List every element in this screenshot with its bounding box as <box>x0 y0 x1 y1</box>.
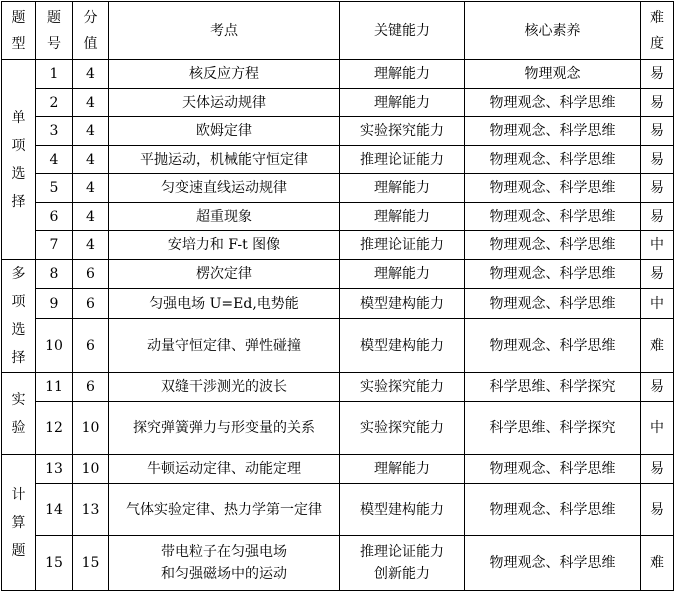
difficulty-cell: 易 <box>641 260 674 289</box>
question-type-char: 选 <box>11 165 26 182</box>
table-row <box>2 455 674 484</box>
question-type-cell <box>2 260 36 373</box>
core-literacy: 物理观念、科学思维 <box>465 146 641 174</box>
question-number: 2 <box>36 89 73 117</box>
key-ability-line: 推理论证能力 <box>360 544 444 560</box>
knowledge-point-line: 安培力和 F-t 图像 <box>167 237 281 253</box>
core-literacy: 科学思维、科学探究 <box>465 402 641 455</box>
score-cell: 6 <box>73 373 109 402</box>
knowledge-point-line: 动量守恒定律、弹性碰撞 <box>147 337 301 354</box>
difficulty-cell: 易 <box>641 60 674 89</box>
question-number: 12 <box>36 402 73 455</box>
key-ability-line: 理解能力 <box>374 94 430 111</box>
score-cell: 10 <box>73 402 109 455</box>
question-number: 6 <box>36 203 73 231</box>
knowledge-point <box>109 203 340 231</box>
key-ability <box>340 319 465 373</box>
knowledge-point-line: 平抛运动，机械能守恒定律 <box>140 151 308 168</box>
table-row <box>2 231 674 260</box>
difficulty-cell: 易 <box>641 89 674 117</box>
knowledge-point <box>109 146 340 174</box>
question-number: 8 <box>36 260 73 289</box>
question-number: 14 <box>36 484 73 536</box>
key-ability <box>340 203 465 231</box>
question-type-cell <box>2 455 36 591</box>
core-literacy: 物理观念、科学思维 <box>465 536 641 591</box>
difficulty-cell: 易 <box>641 203 674 231</box>
key-ability <box>340 536 465 591</box>
knowledge-point <box>109 117 340 146</box>
knowledge-point-line: 楞次定律 <box>196 266 252 282</box>
score-cell: 4 <box>73 146 109 174</box>
core-literacy: 物理观念、科学思维 <box>465 289 641 319</box>
question-number: 7 <box>36 231 73 260</box>
question-type-cell <box>2 373 36 455</box>
knowledge-point <box>109 174 340 203</box>
knowledge-point <box>109 231 340 260</box>
key-ability <box>340 484 465 536</box>
knowledge-point <box>109 60 340 89</box>
table-row <box>2 117 674 146</box>
core-literacy: 物理观念、科学思维 <box>465 260 641 289</box>
key-ability-line: 理解能力 <box>374 208 430 225</box>
knowledge-point-line: 欧姆定律 <box>196 123 252 139</box>
table-row <box>2 484 674 536</box>
key-ability-line: 模型建构能力 <box>360 337 444 354</box>
score-cell: 6 <box>73 289 109 319</box>
difficulty-cell: 易 <box>641 174 674 203</box>
table-row <box>2 536 674 591</box>
difficulty-cell: 难 <box>641 319 674 373</box>
question-number: 9 <box>36 289 73 319</box>
knowledge-point-line: 气体实验定律、热力学第一定律 <box>126 501 322 518</box>
key-ability <box>340 455 465 484</box>
difficulty-cell: 难 <box>641 536 674 591</box>
question-type-char: 验 <box>11 419 26 436</box>
knowledge-point-line: 双缝干涉测光的波长 <box>161 379 287 395</box>
key-ability-line: 模型建构能力 <box>360 501 444 518</box>
table-row <box>2 89 674 117</box>
core-literacy: 物理观念、科学思维 <box>465 203 641 231</box>
key-ability-line: 实验探究能力 <box>360 123 444 139</box>
score-cell: 4 <box>73 174 109 203</box>
header-num: 题 号 <box>36 2 73 60</box>
question-number: 3 <box>36 117 73 146</box>
question-number: 5 <box>36 174 73 203</box>
knowledge-point <box>109 536 340 591</box>
header-score: 分 值 <box>73 2 109 60</box>
knowledge-point <box>109 455 340 484</box>
key-ability <box>340 146 465 174</box>
key-ability-line: 实验探究能力 <box>360 420 444 436</box>
difficulty-cell: 中 <box>641 402 674 455</box>
score-cell: 13 <box>73 484 109 536</box>
knowledge-point <box>109 260 340 289</box>
question-type-char: 项 <box>11 137 26 154</box>
question-type-char: 项 <box>11 294 26 310</box>
key-ability-line: 模型建构能力 <box>360 295 444 312</box>
difficulty-cell: 易 <box>641 117 674 146</box>
header-literacy: 核心素养 <box>465 2 641 60</box>
difficulty-cell: 易 <box>641 484 674 536</box>
question-type-char: 算 <box>11 514 26 531</box>
key-ability <box>340 373 465 402</box>
question-type-char: 题 <box>11 542 26 559</box>
knowledge-point <box>109 484 340 536</box>
header-ability: 关键能力 <box>340 2 465 60</box>
key-ability <box>340 231 465 260</box>
knowledge-point <box>109 289 340 319</box>
exam-analysis-table <box>1 1 674 591</box>
question-number: 1 <box>36 60 73 89</box>
key-ability-line: 推理论证能力 <box>360 237 444 253</box>
key-ability-line: 理解能力 <box>374 461 430 477</box>
score-cell: 6 <box>73 319 109 373</box>
key-ability-line: 推理论证能力 <box>360 151 444 168</box>
knowledge-point <box>109 402 340 455</box>
knowledge-point-line: 带电粒子在匀强电场 <box>161 544 287 560</box>
key-ability <box>340 174 465 203</box>
core-literacy: 物理观念、科学思维 <box>465 484 641 536</box>
knowledge-point-line: 探究弹簧弹力与形变量的关系 <box>133 420 315 436</box>
knowledge-point <box>109 373 340 402</box>
question-number: 10 <box>36 319 73 373</box>
key-ability-line: 理解能力 <box>374 66 430 82</box>
table-row <box>2 373 674 402</box>
header-type: 题 型 <box>2 2 36 60</box>
key-ability <box>340 289 465 319</box>
score-cell: 4 <box>73 60 109 89</box>
score-cell: 10 <box>73 455 109 484</box>
knowledge-point-line: 超重现象 <box>196 208 252 225</box>
key-ability-line: 创新能力 <box>374 566 430 582</box>
knowledge-point <box>109 319 340 373</box>
core-literacy: 物理观念、科学思维 <box>465 319 641 373</box>
key-ability <box>340 117 465 146</box>
header-row <box>2 2 674 60</box>
header-difficulty: 难 度 <box>641 2 674 60</box>
key-ability <box>340 260 465 289</box>
question-type-char: 多 <box>11 266 26 282</box>
difficulty-cell: 中 <box>641 231 674 260</box>
difficulty-cell: 中 <box>641 289 674 319</box>
score-cell: 4 <box>73 203 109 231</box>
key-ability <box>340 89 465 117</box>
score-cell: 4 <box>73 231 109 260</box>
table-row <box>2 260 674 289</box>
knowledge-point-line: 和匀强磁场中的运动 <box>161 566 287 582</box>
question-number: 11 <box>36 373 73 402</box>
key-ability-line: 实验探究能力 <box>360 379 444 395</box>
knowledge-point-line: 牛顿运动定律、动能定理 <box>147 461 301 477</box>
score-cell: 15 <box>73 536 109 591</box>
knowledge-point-line: 匀强电场 U=Ed,电势能 <box>149 295 299 312</box>
question-number: 13 <box>36 455 73 484</box>
header-point: 考点 <box>109 2 340 60</box>
table-row <box>2 203 674 231</box>
key-ability-line: 理解能力 <box>374 266 430 282</box>
question-type-char: 单 <box>11 109 26 126</box>
key-ability <box>340 402 465 455</box>
key-ability-line: 理解能力 <box>374 180 430 196</box>
core-literacy: 物理观念、科学思维 <box>465 455 641 484</box>
question-type-char: 计 <box>11 486 26 503</box>
difficulty-cell: 易 <box>641 373 674 402</box>
table-row <box>2 402 674 455</box>
knowledge-point-line: 核反应方程 <box>189 66 259 82</box>
score-cell: 4 <box>73 117 109 146</box>
table-row <box>2 289 674 319</box>
knowledge-point-line: 匀变速直线运动规律 <box>161 180 287 196</box>
core-literacy: 物理观念、科学思维 <box>465 174 641 203</box>
question-number: 4 <box>36 146 73 174</box>
knowledge-point <box>109 89 340 117</box>
score-cell: 6 <box>73 260 109 289</box>
question-type-cell <box>2 60 36 260</box>
core-literacy: 物理观念、科学思维 <box>465 117 641 146</box>
question-type-char: 择 <box>11 193 26 210</box>
table-row <box>2 60 674 89</box>
score-cell: 4 <box>73 89 109 117</box>
question-type-char: 实 <box>11 391 26 408</box>
difficulty-cell: 易 <box>641 146 674 174</box>
question-type-char: 选 <box>11 322 26 338</box>
difficulty-cell: 易 <box>641 455 674 484</box>
core-literacy: 物理观念、科学思维 <box>465 231 641 260</box>
core-literacy: 物理观念 <box>465 60 641 89</box>
question-number: 15 <box>36 536 73 591</box>
core-literacy: 物理观念、科学思维 <box>465 89 641 117</box>
question-type-char: 择 <box>11 350 26 366</box>
table-row <box>2 146 674 174</box>
table-row <box>2 174 674 203</box>
knowledge-point-line: 天体运动规律 <box>182 94 266 111</box>
core-literacy: 科学思维、科学探究 <box>465 373 641 402</box>
table-row <box>2 319 674 373</box>
key-ability <box>340 60 465 89</box>
